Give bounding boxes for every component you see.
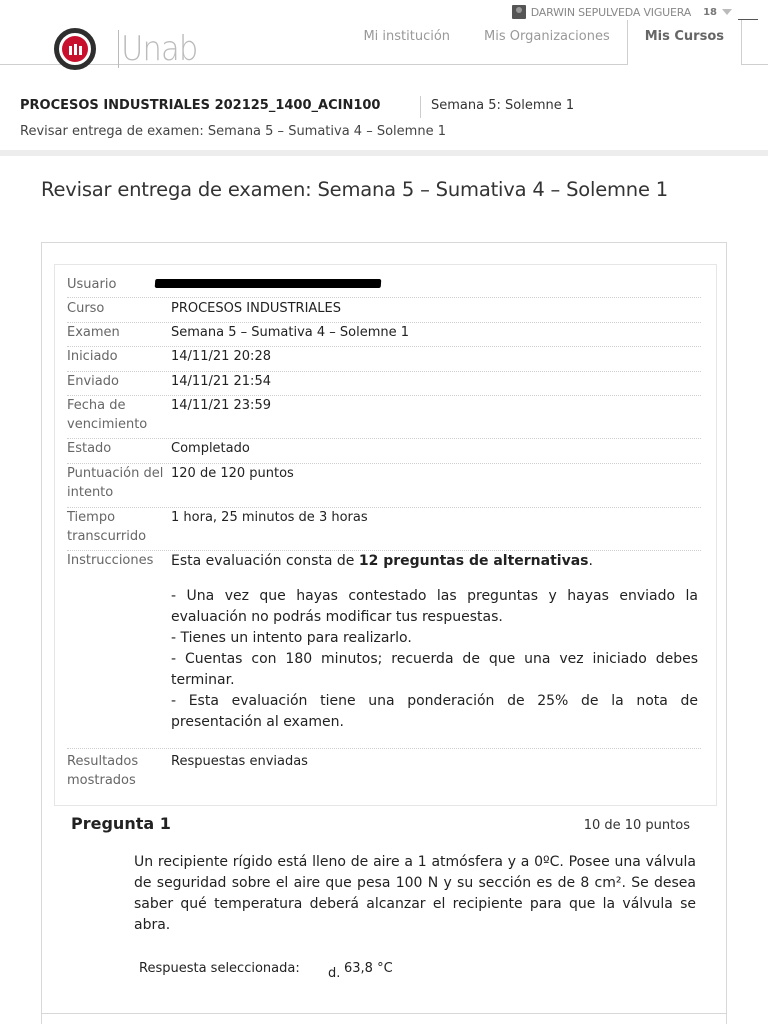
detail-row-examen — [67, 323, 701, 347]
detail-value: 1 hora, 25 minutos de 3 horas — [171, 510, 368, 525]
question-divider — [42, 1013, 726, 1014]
detail-value: 14/11/21 21:54 — [171, 374, 271, 389]
main-nav — [346, 20, 742, 65]
detail-label: Usuario — [67, 277, 117, 292]
detail-label: Examen — [67, 325, 120, 340]
detail-label: Enviado — [67, 374, 119, 389]
question-title: Pregunta 1 — [71, 814, 171, 833]
attempt-details — [54, 264, 717, 806]
detail-label: Iniciado — [67, 349, 118, 364]
page-title: Revisar entrega de examen: Semana 5 – Sumativa 4 – Solemne 1 — [41, 178, 668, 201]
redacted-user-name — [155, 279, 382, 288]
instruction-line: - Una vez que hayas contestado las preguntas y hayas enviado la evaluación no podrás modificar tus respuestas. — [171, 588, 698, 625]
user-name[interactable]: DARWIN SEPULVEDA VIGUERA — [530, 5, 692, 19]
detail-label: Estado — [67, 441, 112, 456]
detail-value: 14/11/21 20:28 — [171, 349, 271, 364]
logo-emblem-icon — [54, 28, 96, 70]
caret-down-icon[interactable] — [722, 9, 732, 15]
selected-answer-letter: d. — [328, 966, 341, 981]
nav-mis-cursos[interactable]: Mis Cursos — [627, 20, 742, 65]
detail-label: Fecha de vencimiento — [67, 398, 148, 432]
detail-row-vencimiento — [67, 396, 701, 439]
selected-answer-label: Respuesta seleccionada: — [139, 961, 300, 976]
instruction-line: - Tienes un intento para realizarlo. — [171, 630, 412, 646]
detail-label: Puntuación del intento — [67, 466, 164, 500]
instructions-text — [171, 551, 698, 733]
detail-row-puntuacion — [67, 464, 701, 508]
detail-row-tiempo — [67, 508, 701, 551]
breadcrumb-current-page: Revisar entrega de examen: Semana 5 – Sumativa 4 – Solemne 1 — [20, 124, 446, 139]
breadcrumb-section[interactable]: Semana 5: Solemne 1 — [431, 98, 575, 113]
detail-label: Resultados mostrados — [67, 754, 139, 788]
detail-value: Completado — [171, 441, 250, 456]
detail-value: Semana 5 – Sumativa 4 – Solemne 1 — [171, 325, 410, 340]
question-count: 12 preguntas de alternativas — [358, 553, 589, 569]
selected-answer-value: 63,8 °C — [344, 961, 393, 976]
breadcrumb-divider — [420, 96, 421, 118]
breadcrumb — [0, 86, 768, 156]
detail-row-enviado — [67, 372, 701, 396]
detail-value: PROCESOS INDUSTRIALES — [171, 301, 342, 316]
top-header — [0, 0, 768, 69]
detail-row-estado — [67, 439, 701, 464]
detail-label: Curso — [67, 301, 105, 316]
detail-value: Respuestas enviadas — [171, 754, 308, 769]
notification-count[interactable]: 18 — [703, 6, 717, 18]
logo-separator — [118, 30, 119, 68]
user-avatar-icon[interactable] — [512, 5, 526, 19]
detail-value: 120 de 120 puntos — [171, 466, 294, 481]
breadcrumb-course[interactable]: PROCESOS INDUSTRIALES 202125_1400_ACIN100 — [20, 98, 381, 113]
detail-label: Tiempo transcurrido — [67, 510, 147, 544]
instruction-line: - Cuentas con 180 minutos; recuerda de que una vez iniciado debes terminar. — [171, 651, 698, 688]
detail-row-iniciado — [67, 347, 701, 372]
user-menu[interactable] — [512, 4, 732, 20]
detail-row-curso — [67, 299, 701, 323]
question-text: Un recipiente rígido está lleno de aire a 1 atmósfera y a 0ºC. Posee una válvula de seguridad sobre el aire que pesa 100 N y su sección es de 8 cm². Se desea saber qué temperatura deberá alcanzar el recipiente para que la válvula se abra. — [134, 854, 696, 933]
submission-container — [41, 242, 727, 1024]
detail-row-resultados — [67, 752, 701, 796]
question-points: 10 de 10 puntos — [583, 818, 690, 833]
unab-logo[interactable] — [54, 28, 206, 70]
instruction-line: - Esta evaluación tiene una ponderación de 25% de la nota de presentación al examen. — [171, 693, 698, 730]
detail-row-instrucciones — [67, 551, 701, 749]
nav-mis-organizaciones[interactable]: Mis Organizaciones — [484, 29, 610, 44]
instructions-intro: Esta evaluación consta de 12 preguntas de alternativas. — [171, 553, 593, 569]
detail-label: Instrucciones — [67, 553, 154, 568]
logo-text: Unab — [121, 29, 198, 69]
detail-value: 14/11/21 23:59 — [171, 398, 271, 413]
nav-mi-institucion[interactable]: Mi institución — [363, 29, 451, 44]
detail-row-usuario — [67, 275, 701, 298]
